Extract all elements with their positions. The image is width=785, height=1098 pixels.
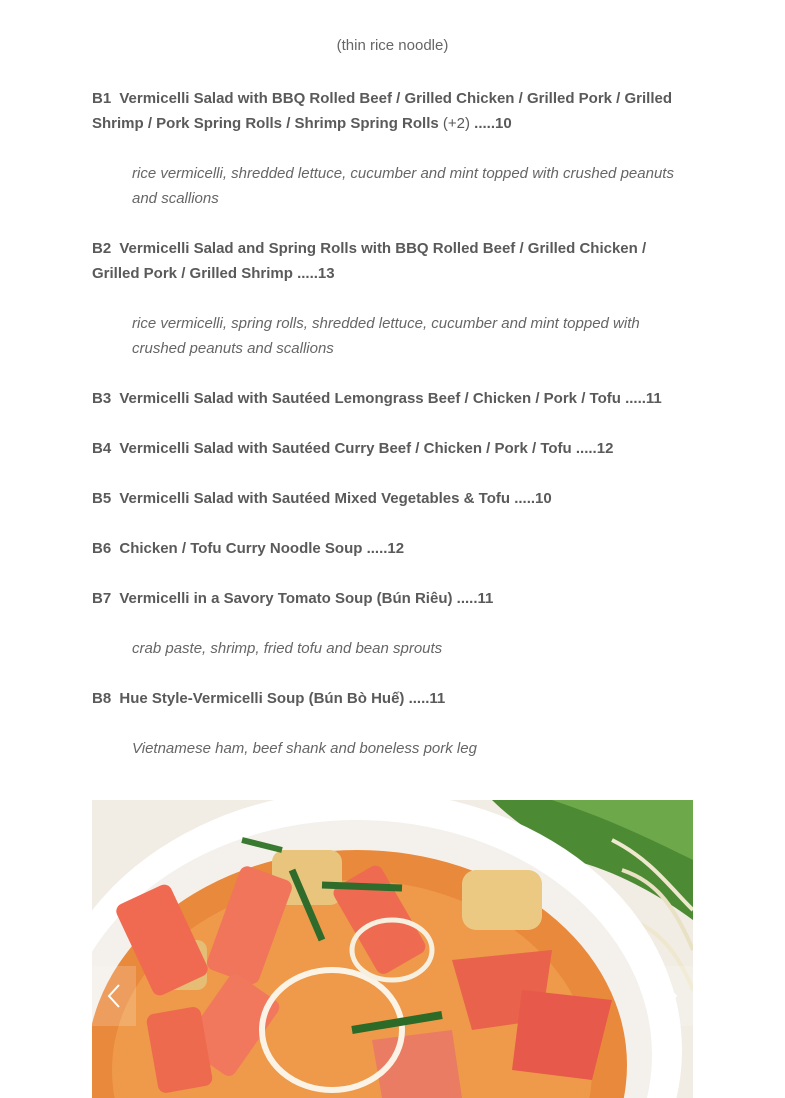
slider-prev-button[interactable] (92, 966, 136, 1026)
item-code: B4 (92, 440, 112, 457)
item-description: rice vermicelli, shredded lettuce, cucumber and mint topped with crushed peanuts and scallions (132, 165, 674, 207)
item-code: B5 (92, 490, 112, 507)
item-name: Hue Style-Vermicelli Soup (Bún Bò Huế) (119, 690, 405, 707)
item-name: Vermicelli Salad with Sautéed Mixed Vegetables & Tofu (119, 490, 511, 507)
item-code: B3 (92, 390, 112, 407)
bun-rieu-photo (92, 800, 693, 1098)
item-description: rice vermicelli, spring rolls, shredded lettuce, cucumber and mint topped with crushed peanuts and scallions (132, 315, 640, 357)
item-price: .....10 (474, 115, 512, 132)
item-description: Vietnamese ham, beef shank and boneless pork leg (132, 740, 477, 757)
menu-item-b6 (92, 536, 692, 561)
menu-item-b1 (92, 86, 692, 211)
item-name: Vermicelli Salad with Sautéed Lemongrass Beef / Chicken / Pork / Tofu (119, 390, 621, 407)
item-name: Vermicelli Salad with Sautéed Curry Beef / Chicken / Pork / Tofu (119, 440, 572, 457)
item-code: B1 (92, 90, 112, 107)
item-code: B7 (92, 590, 112, 607)
menu-item-b8 (92, 686, 692, 761)
menu-item-b5 (92, 486, 692, 511)
item-name: Vermicelli in a Savory Tomato Soup (Bún Riêu) (119, 590, 453, 607)
item-name: Chicken / Tofu Curry Noodle Soup (119, 540, 363, 557)
menu-item-b7 (92, 586, 692, 661)
item-price: .....10 (514, 490, 552, 507)
item-code: B6 (92, 540, 112, 557)
chevron-right-icon (663, 982, 679, 1010)
item-price: .....11 (625, 390, 662, 407)
menu-item-b3 (92, 386, 692, 411)
item-code: B8 (92, 690, 112, 707)
item-name: Vermicelli Salad and Spring Rolls with BBQ Rolled Beef / Grilled Chicken / Grilled Pork / Grilled Shrimp (92, 240, 647, 282)
item-description: crab paste, shrimp, fried tofu and bean sprouts (132, 640, 443, 657)
item-extra: (+2) (442, 115, 470, 132)
menu-item-b2 (92, 236, 692, 361)
food-photo-slider[interactable] (92, 800, 693, 1098)
item-price: .....11 (408, 690, 446, 707)
item-price: .....13 (297, 265, 335, 282)
menu-list (92, 86, 692, 786)
slider-next-button[interactable] (649, 966, 693, 1026)
item-price: .....12 (575, 440, 614, 457)
item-price: .....11 (456, 590, 494, 607)
item-price: .....12 (366, 540, 405, 557)
item-code: B2 (92, 240, 112, 257)
menu-item-b4 (92, 436, 692, 461)
item-name: Vermicelli Salad with BBQ Rolled Beef / Grilled Chicken / Grilled Pork / Grilled Shrimp / Pork Spring Rolls / Shrimp Spring Rolls (92, 90, 673, 132)
section-subtitle: (thin rice noodle) (336, 37, 449, 54)
chevron-left-icon (106, 982, 122, 1010)
